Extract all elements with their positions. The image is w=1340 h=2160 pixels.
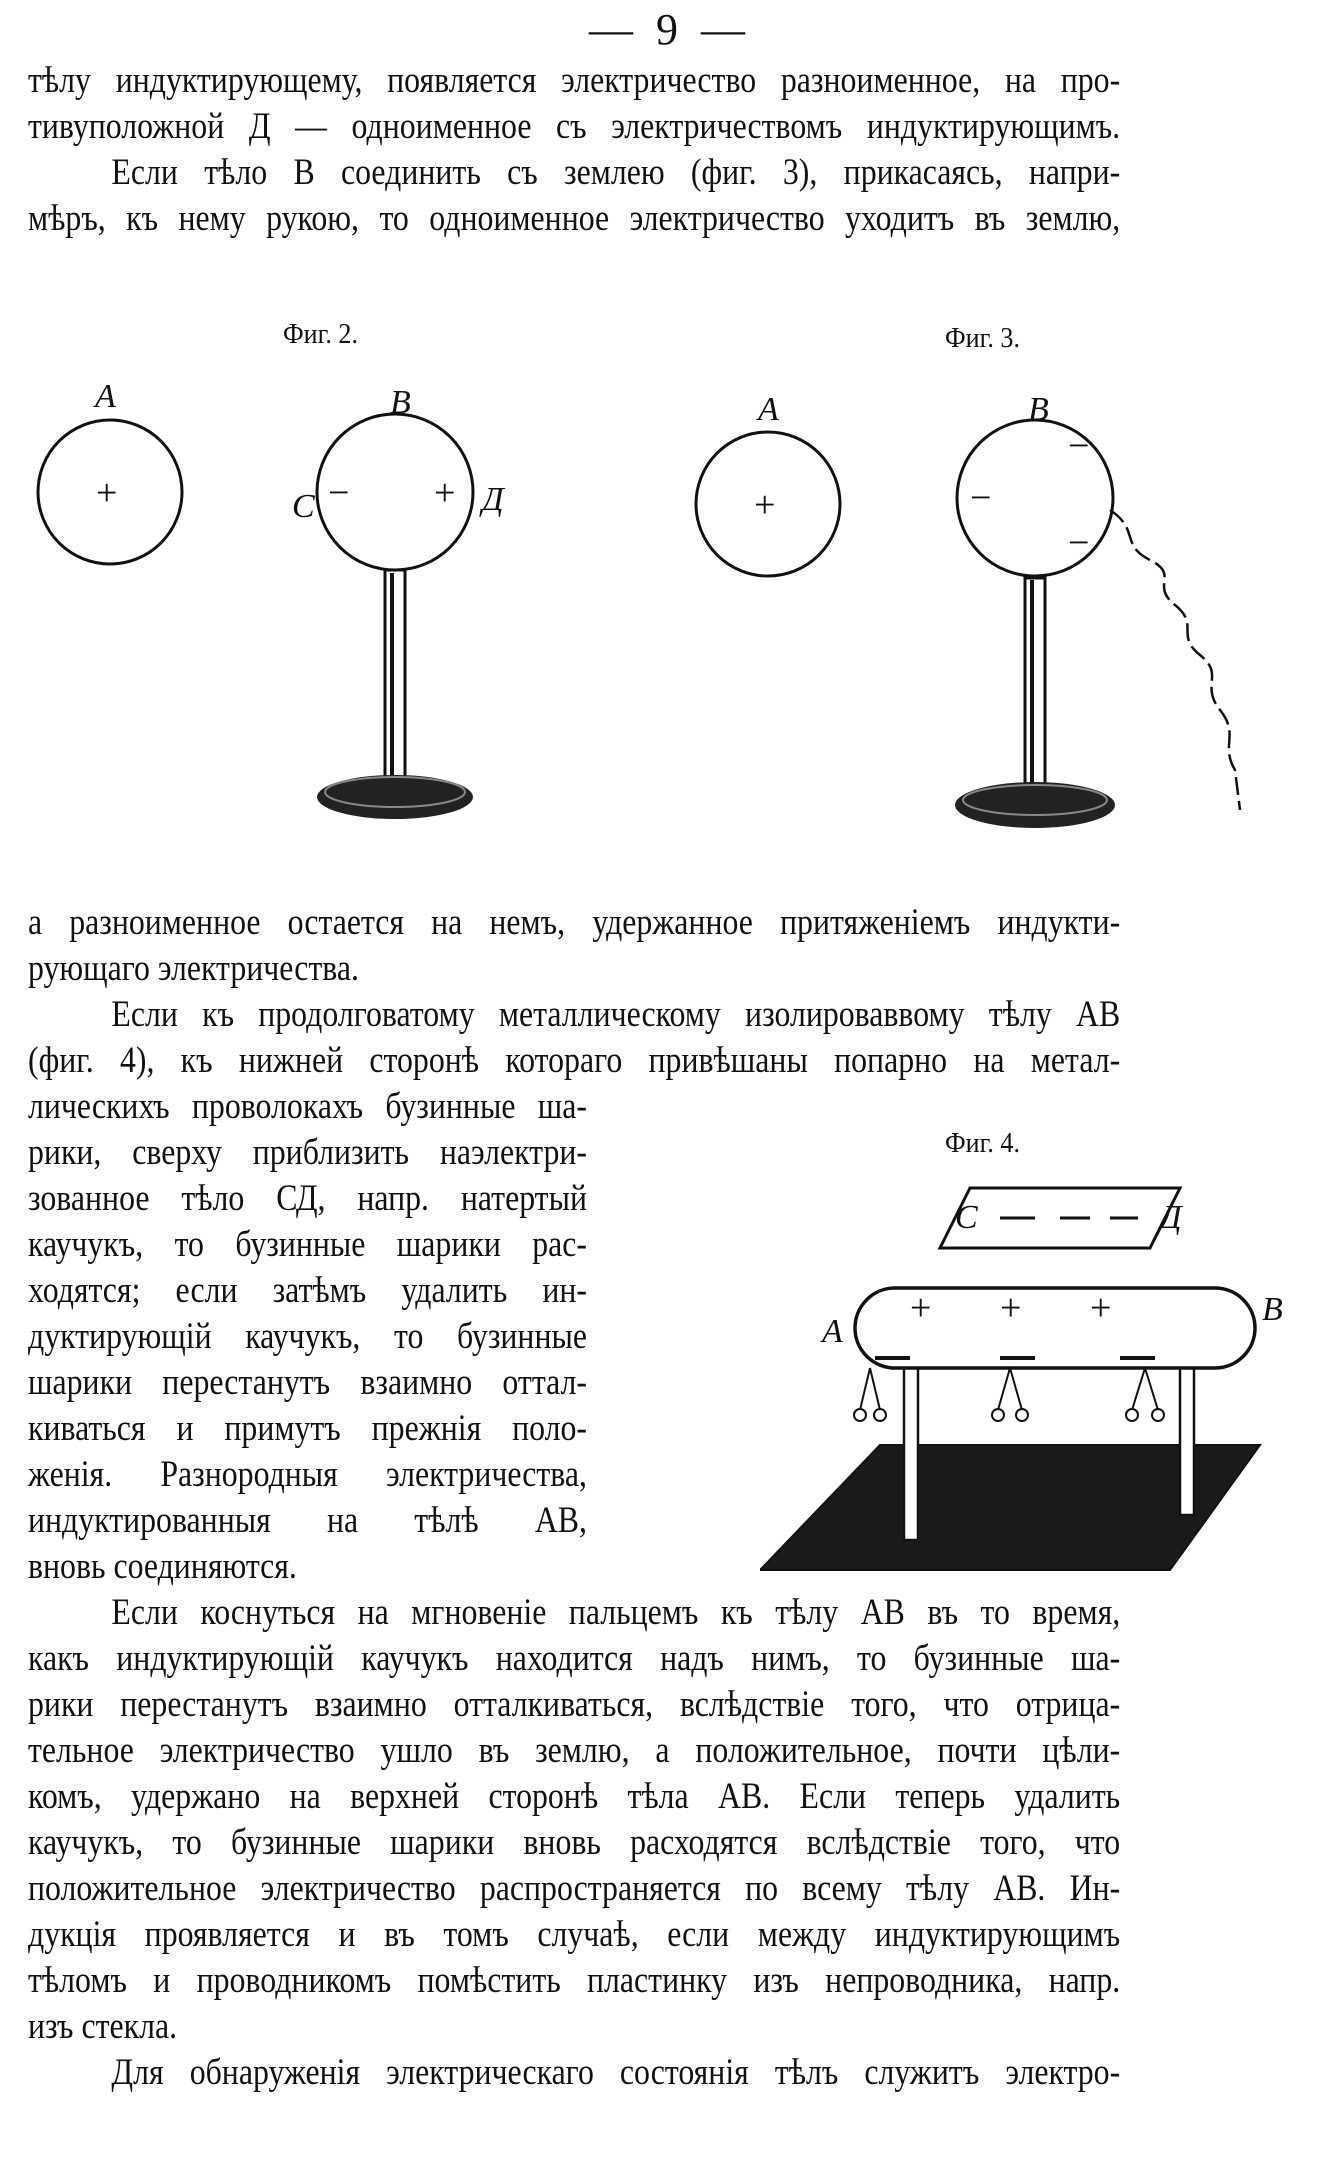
text-line: какъ индуктирующій каучукъ находится надъ нимъ, то бузинные ша- <box>28 1638 1121 1679</box>
plus-sign: + <box>1000 1287 1022 1329</box>
page-number: — 9 — <box>589 5 751 54</box>
minus-sign: − <box>1068 425 1090 467</box>
text-line: каучукъ, то бузинные шарики вновь расходятся вслѣдствіе того, что <box>28 1822 1121 1863</box>
text-line: Если тѣло B соединить съ землею (фиг. 3), прикасаясь, напри- <box>111 152 1121 193</box>
minus-sign: − <box>328 472 350 514</box>
plus-sign: + <box>1090 1287 1112 1329</box>
plus-sign: + <box>434 472 456 514</box>
plus-sign: + <box>96 472 118 514</box>
label-a: A <box>822 1313 843 1350</box>
label-c: C <box>955 1199 978 1236</box>
pith-balls-pair <box>1126 1368 1164 1421</box>
text-line: рующаго электричества. <box>28 948 359 989</box>
text-line: дукція проявляется и въ томъ случаѣ, если между индуктирующимъ <box>28 1914 1121 1955</box>
text-line: Если коснуться на мгновеніе пальцемъ къ тѣлу AB въ то время, <box>111 1592 1121 1633</box>
text-line: тивуположной Д — одноименное съ электричествомъ индуктирующимъ. <box>28 106 1121 147</box>
stand-rod <box>385 570 405 785</box>
text-line: тѣломъ и проводникомъ помѣстить пластинку изъ непроводника, напр. <box>28 1960 1121 2001</box>
text-line: рики перестанутъ взаимно отталкиваться, вслѣдствіе того, что отрица- <box>28 1684 1121 1725</box>
text-line: (фиг. 4), къ нижней сторонѣ котораго привѣшаны попарно на метал- <box>28 1040 1121 1081</box>
text-line: тѣлу индуктирующему, появляется электричество разноименное, на про- <box>28 60 1121 101</box>
ground-wire <box>1110 510 1240 810</box>
text-line: а разноименное остается на немъ, удержанное притяженіемъ индукти- <box>28 902 1121 943</box>
text-line: положительное электричество распространяется по всему тѣлу AB. Ин- <box>28 1868 1121 1909</box>
label-b: B <box>1262 1291 1283 1328</box>
label-d: Д <box>1160 1199 1182 1236</box>
text-line: лическихъ проволокахъ бузинные ша- <box>28 1086 587 1127</box>
text-line: мѣръ, къ нему рукою, то одноименное электричество уходитъ въ землю, <box>28 198 1121 239</box>
text-line: тельное электричество ушло въ землю, а положительное, почти цѣли- <box>28 1730 1121 1771</box>
label-b: B <box>1028 391 1049 428</box>
stand-rod <box>1025 578 1045 793</box>
pith-balls-pair <box>854 1368 886 1421</box>
label-c: C <box>292 488 315 525</box>
text-line: рики, сверху приблизить наэлектри- <box>28 1132 587 1173</box>
figure-2-diagram <box>20 365 540 845</box>
label-d: Д <box>482 481 504 518</box>
plus-sign: + <box>754 484 776 526</box>
text-line: комъ, удержано на верхней сторонѣ тѣла AB. Если теперь удалить <box>28 1776 1121 1817</box>
pith-balls-pair <box>992 1368 1028 1421</box>
support-leg <box>904 1365 918 1540</box>
text-line: каучукъ, то бузинные шарики рас- <box>28 1224 587 1265</box>
text-line: индуктированныя на тѣлѣ AB, <box>28 1500 587 1541</box>
figure-3-caption: Фиг. 3. <box>945 322 1020 354</box>
minus-sign: − <box>1068 522 1090 564</box>
figure-3-diagram <box>680 380 1300 850</box>
label-a: A <box>758 391 779 428</box>
text-line: женія. Разнородныя электричества, <box>28 1454 587 1495</box>
figure-4-caption: Фиг. 4. <box>945 1127 1020 1159</box>
text-line: Если къ продолговатому металлическому изолироваввому тѣлу AB <box>111 994 1121 1035</box>
support-leg <box>1180 1365 1194 1515</box>
minus-sign: − <box>970 477 992 519</box>
text-line: шарики перестанутъ взаимно оттал- <box>28 1362 587 1403</box>
text-line: ходятся; если затѣмъ удалить ин- <box>28 1270 587 1311</box>
text-line: Для обнаруженія электрическаго состоянія тѣлъ служитъ электро- <box>111 2052 1121 2093</box>
text-line: дуктирующій каучукъ, то бузинные <box>28 1316 587 1357</box>
plus-sign: + <box>910 1287 932 1329</box>
label-a: A <box>95 378 116 415</box>
label-b: B <box>390 384 411 421</box>
stand-base <box>955 782 1115 828</box>
figure-4-diagram <box>760 1170 1320 1580</box>
text-line: киваться и примутъ прежнія поло- <box>28 1408 587 1449</box>
text-line: зованное тѣло СД, напр. натертый <box>28 1178 587 1219</box>
text-line: вновь соединяются. <box>28 1546 297 1587</box>
figure-2-caption: Фиг. 2. <box>283 318 358 350</box>
text-line: изъ стекла. <box>28 2006 178 2047</box>
